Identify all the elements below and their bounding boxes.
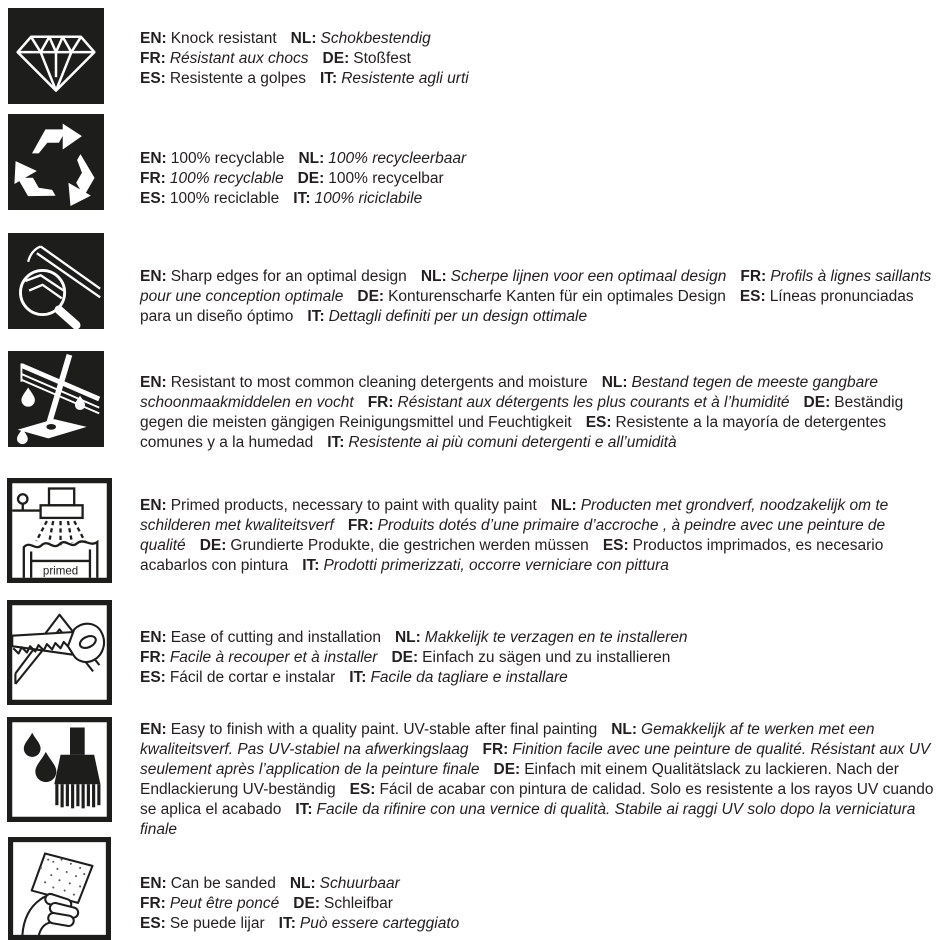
lang-value: Ease of cutting and installation [170, 628, 381, 646]
diamond-knock-resistant-icon [8, 8, 104, 104]
feature-text [140, 373, 938, 453]
lang-label: ES: [140, 69, 166, 87]
lang-label: IT: [295, 800, 313, 818]
recycle-icon [8, 114, 104, 210]
lang-value: Se puede lijar [169, 914, 265, 932]
lang-label: DE: [803, 393, 831, 411]
lang-label: NL: [611, 720, 638, 738]
lang-label: EN: [140, 720, 167, 738]
lang-label: ES: [140, 668, 166, 686]
lang-value: Producten met grondverf, noodzakelijk om te schilderen met kwaliteitsverf [140, 496, 889, 534]
lang-label: EN: [140, 628, 167, 646]
lang-value: 100% recyclable [170, 149, 285, 167]
feature-text [140, 496, 938, 576]
lang-value: Facile da tagliare e installare [370, 668, 568, 686]
lang-value: 100% recycelbar [328, 169, 444, 187]
lang-value: Resistente a la mayoría de detergentes comunes y a la humedad [140, 413, 887, 451]
lang-value: Facile da rifinire con una vernice di qualità. Stabile ai raggi UV solo dopo la verniciatura finale [140, 800, 916, 838]
lang-label: FR: [740, 267, 767, 285]
lang-label: ES: [140, 914, 166, 932]
lang-value: 100% recycleerbaar [328, 149, 467, 167]
lang-label: EN: [140, 267, 167, 285]
lang-value: Fácil de acabar con pintura de calidad. Solo es resistente a los rayos UV cuando se aplica el acabado [140, 780, 934, 818]
feature-text [140, 149, 938, 209]
lang-label: IT: [319, 69, 338, 87]
lang-label: ES: [739, 287, 766, 305]
lang-label: NL: [601, 373, 628, 391]
lang-label: FR: [140, 169, 166, 187]
lang-value: 100% riciclabile [314, 189, 423, 207]
primed-spray-icon [7, 478, 112, 583]
lang-label: FR: [140, 49, 166, 67]
lang-label: IT: [307, 307, 325, 325]
lang-value: Beständig gegen die meisten gängigen Reinigungsmittel und Feuchtigkeit [140, 393, 904, 431]
lang-value: Schuurbaar [319, 874, 400, 892]
lang-label: IT: [293, 189, 311, 207]
lang-value: Resistant to most common cleaning detergents and moisture [170, 373, 588, 391]
lang-value: Finition facile avec une peinture de qualité. Résistant aux UV seulement après l’application de la peinture finale [140, 740, 931, 778]
lang-label: FR: [482, 740, 509, 758]
lang-value: Schokbestendig [320, 29, 431, 47]
lang-value: Grundierte Produkte, die gestrichen werden müssen [230, 536, 589, 554]
lang-value: Dettagli definiti per un design ottimale [328, 307, 588, 325]
lang-label: FR: [140, 894, 166, 912]
lang-label: DE: [199, 536, 227, 554]
lang-value: Resistente ai più comuni detergenti e all’umidità [348, 433, 677, 451]
lang-label: EN: [140, 874, 167, 892]
cleaning-mop-icon [8, 351, 104, 447]
lang-value: Can be sanded [170, 874, 276, 892]
lang-label: DE: [493, 760, 521, 778]
feature-text [140, 29, 938, 89]
lang-value: Produits dotés d’une primaire d’accroche , à peindre avec une peinture de qualité [140, 516, 886, 554]
lang-value: 100% recyclable [169, 169, 284, 187]
primed-label: primed [42, 565, 79, 578]
lang-value: Profils à lignes saillants pour une conception optimale [140, 267, 932, 305]
lang-label: NL: [289, 874, 316, 892]
lang-label: FR: [367, 393, 394, 411]
lang-value: Résistant aux détergents les plus courants et à l’humidité [397, 393, 790, 411]
lang-label: EN: [140, 29, 167, 47]
lang-label: NL: [290, 29, 317, 47]
paint-brush-drops-icon [7, 717, 112, 822]
lang-label: IT: [327, 433, 345, 451]
lang-value: Primed products, necessary to paint with quality paint [170, 496, 537, 514]
lang-value: Líneas pronunciadas para un diseño óptimo [140, 287, 914, 325]
lang-value: Gemakkelijk af te werken met een kwaliteitsverf. Pas UV-stabiel na afwerkingslaag [140, 720, 875, 758]
lang-label: NL: [420, 267, 447, 285]
lang-value: Facile à recouper et à installer [169, 648, 378, 666]
sharp-edges-magnifier-icon [8, 233, 104, 329]
lang-label: NL: [394, 628, 421, 646]
lang-value: Schleifbar [323, 894, 393, 912]
lang-value: Konturenscharfe Kanten für ein optimales Design [388, 287, 726, 305]
feature-text [140, 267, 938, 327]
lang-value: Einfach zu sägen und zu installieren [422, 648, 671, 666]
lang-label: DE: [391, 648, 419, 666]
lang-label: ES: [349, 780, 376, 798]
feature-text [140, 874, 938, 934]
sanding-hand-icon [7, 837, 112, 940]
lang-label: DE: [297, 169, 325, 187]
lang-label: EN: [140, 149, 167, 167]
lang-label: EN: [140, 496, 167, 514]
lang-value: Resistente a golpes [169, 69, 306, 87]
lang-value: Prodotti primerizzati, occorre verniciare con pittura [323, 556, 669, 574]
lang-value: Resistente agli urti [341, 69, 469, 87]
lang-label: FR: [347, 516, 374, 534]
saw-cutting-icon [7, 600, 112, 705]
lang-label: ES: [602, 536, 629, 554]
lang-value: Può essere carteggiato [299, 914, 460, 932]
lang-label: ES: [140, 189, 166, 207]
lang-value: Knock resistant [170, 29, 277, 47]
lang-label: NL: [298, 149, 325, 167]
lang-label: IT: [302, 556, 320, 574]
lang-label: DE: [357, 287, 385, 305]
lang-value: Sharp edges for an optimal design [170, 267, 407, 285]
lang-value: 100% reciclable [169, 189, 280, 207]
lang-value: Bestand tegen de meeste gangbare schoonmaakmiddelen en vocht [140, 373, 878, 411]
lang-label: IT: [278, 914, 296, 932]
lang-value: Einfach mit einem Qualitätslack zu lackieren. Nach der Endlackierung UV-beständig [140, 760, 899, 798]
lang-value: Peut être poncé [169, 894, 280, 912]
lang-value: Easy to finish with a quality paint. UV-stable after final painting [170, 720, 598, 738]
lang-value: Stoßfest [353, 49, 411, 67]
lang-label: NL: [550, 496, 577, 514]
lang-label: ES: [585, 413, 612, 431]
lang-value: Résistant aux chocs [169, 49, 309, 67]
lang-value: Makkelijk te verzagen en te installeren [424, 628, 688, 646]
feature-text [140, 628, 938, 688]
lang-value: Scherpe lijnen voor een optimaal design [450, 267, 727, 285]
lang-label: EN: [140, 373, 167, 391]
lang-label: DE: [293, 894, 320, 912]
lang-value: Productos imprimados, es necesario acabarlos con pintura [140, 536, 884, 574]
feature-text [140, 720, 938, 840]
lang-label: FR: [140, 648, 166, 666]
lang-label: DE: [322, 49, 350, 67]
lang-value: Fácil de cortar e instalar [169, 668, 336, 686]
lang-label: IT: [349, 668, 367, 686]
